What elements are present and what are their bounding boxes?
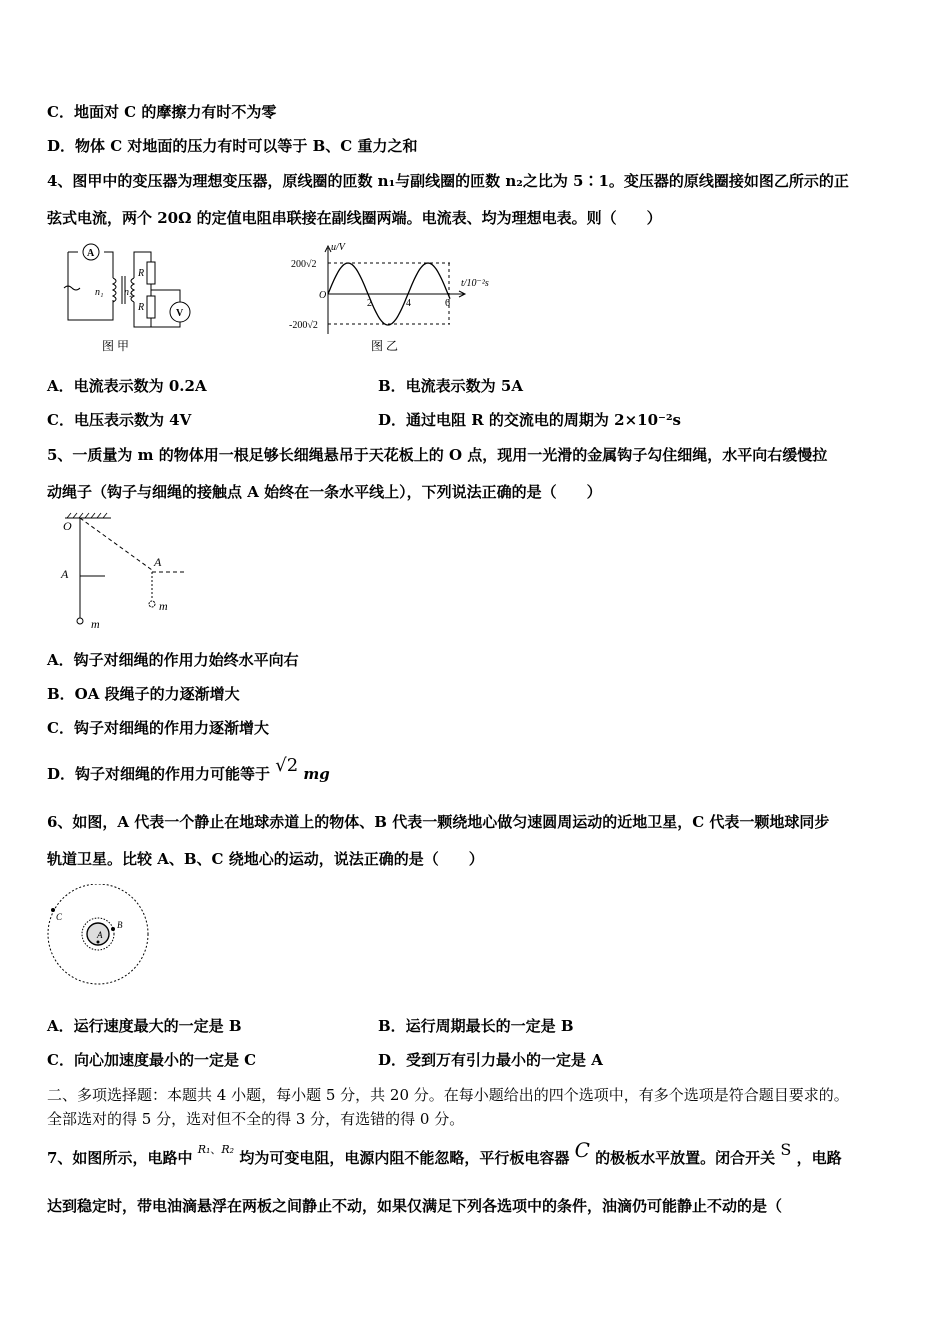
q5-stem-line1: 5、一质量为 m 的物体用一根足够长细绳悬吊于天花板上的 O 点，现用一光滑的金属钩子勾住细绳，水平向右缓慢拉 (47, 446, 828, 464)
q5-point-o: O (63, 519, 72, 533)
q4-stem-line1: 4、图甲中的变压器为理想变压器，原线圈的匝数 n₁与副线圈的匝数 n₂之比为 5∶1。变压器的原线圈接如图乙所示的正 (47, 172, 849, 190)
q7-separator: 、 (210, 1143, 222, 1156)
object-a (97, 941, 100, 944)
capacitor-symbol: C (574, 1138, 590, 1162)
q7-text-4: ，电路 (796, 1149, 842, 1167)
r1-symbol: R₁ (197, 1143, 211, 1156)
resistor-top-label: R (138, 268, 145, 279)
q5-mass-left: m (91, 617, 100, 631)
n2-label: n₂ (124, 287, 133, 298)
fig-jia-caption: 图 甲 (102, 339, 130, 353)
graph-tick-6: 6 (445, 298, 450, 309)
section2-heading-line2: 全部选对的得 5 分，选对但不全的得 3 分，有选错的得 0 分。 (47, 1110, 465, 1128)
q7-stem-line2: 达到稳定时，带电油滴悬浮在两板之间静止不动，如果仅满足下列各选项中的条件，油滴仍可能静止不动的是（ (47, 1197, 783, 1215)
prev-option-d: D．物体 C 对地面的压力有时可以等于 B、C 重力之和 (47, 137, 418, 155)
q7-text-1: 7、如图所示，电路中 (47, 1149, 193, 1167)
q5-mass-right: m (159, 599, 168, 613)
satellite-b (111, 927, 115, 931)
q5-option-d-mg: mg (303, 765, 330, 783)
graph-tick-4: 4 (406, 298, 411, 309)
switch-symbol: S (780, 1140, 792, 1159)
q7-stem-line1 (47, 1138, 842, 1169)
q6-option-b: B．运行周期最长的一定是 B (378, 1017, 574, 1035)
satellite-c (51, 908, 55, 912)
q6-option-a: A．运行速度最大的一定是 B (47, 1017, 242, 1035)
q6-label-b: B (117, 920, 123, 930)
q5-option-b: B．OA 段绳子的力逐渐增大 (47, 685, 240, 703)
graph-tick-2: 2 (367, 298, 372, 309)
graph-peak-positive: 200√2 (291, 259, 317, 270)
q6-label-c: C (56, 912, 63, 922)
q6-orbit-diagram (45, 884, 155, 989)
graph-y-label: u/V (331, 242, 345, 253)
graph-origin: O (319, 290, 327, 301)
q5-option-d-text: D．钩子对细绳的作用力可能等于 (47, 765, 271, 783)
q6-option-d: D．受到万有引力最小的一定是 A (378, 1051, 603, 1069)
q6-stem-line2: 轨道卫星。比较 A、B、C 绕地心的运动，说法正确的是（ ） (47, 850, 484, 868)
q5-stem-line2: 动绳子（钩子与细绳的接触点 A 始终在一条水平线上），下列说法正确的是（ ） (47, 483, 602, 501)
q4-option-b: B．电流表示数为 5A (378, 377, 523, 395)
q4-stem-line2: 弦式电流，两个 20Ω 的定值电阻串联接在副线圈两端。电流表、均为理想电表。则（ ） (47, 209, 662, 227)
graph-peak-negative: -200√2 (289, 320, 318, 331)
sqrt-two: √2 (275, 755, 299, 776)
q4-option-d: D．通过电阻 R 的交流电的周期为 2×10⁻²s (378, 411, 681, 429)
q5-option-c: C．钩子对细绳的作用力逐渐增大 (47, 719, 269, 737)
q5-option-a: A．钩子对细绳的作用力始终水平向右 (47, 651, 299, 669)
r2-symbol: R₂ (221, 1143, 235, 1156)
q6-option-c: C．向心加速度最小的一定是 C (47, 1051, 257, 1069)
n1-label: n₁ (95, 287, 104, 298)
section2-heading-line1: 二、多项选择题：本题共 4 小题，每小题 5 分，共 20 分。在每小题给出的四个选项中，有多个选项是符合题目要求的。 (47, 1086, 849, 1104)
q4-option-a: A．电流表示数为 0.2A (47, 377, 207, 395)
q7-text-2: 均为可变电阻，电源内阻不能忽略，平行板电容器 (239, 1149, 570, 1167)
q4-option-c: C．电压表示数为 4V (47, 411, 192, 429)
graph-x-label: t/10⁻²s (461, 278, 489, 289)
q5-point-a-left: A (61, 567, 69, 581)
q5-hook-diagram (55, 512, 205, 632)
q4-waveform-graph (285, 238, 515, 358)
voltmeter-label: V (176, 308, 184, 319)
q5-point-a-right: A (154, 555, 162, 569)
q7-text-3: 的极板水平放置。闭合开关 (595, 1149, 776, 1167)
q6-label-a: A (97, 930, 103, 940)
prev-option-c: C．地面对 C 的摩擦力有时不为零 (47, 103, 277, 121)
resistor-bottom-label: R (138, 302, 145, 313)
fig-yi-caption: 图 乙 (371, 339, 399, 353)
q4-circuit-diagram (58, 240, 198, 358)
q6-stem-line1: 6、如图，A 代表一个静止在地球赤道上的物体、B 代表一颗绕地心做匀速圆周运动的近地卫星，C 代表一颗地球同步 (47, 813, 830, 831)
q5-option-d (47, 755, 330, 783)
ammeter-label: A (87, 248, 95, 259)
